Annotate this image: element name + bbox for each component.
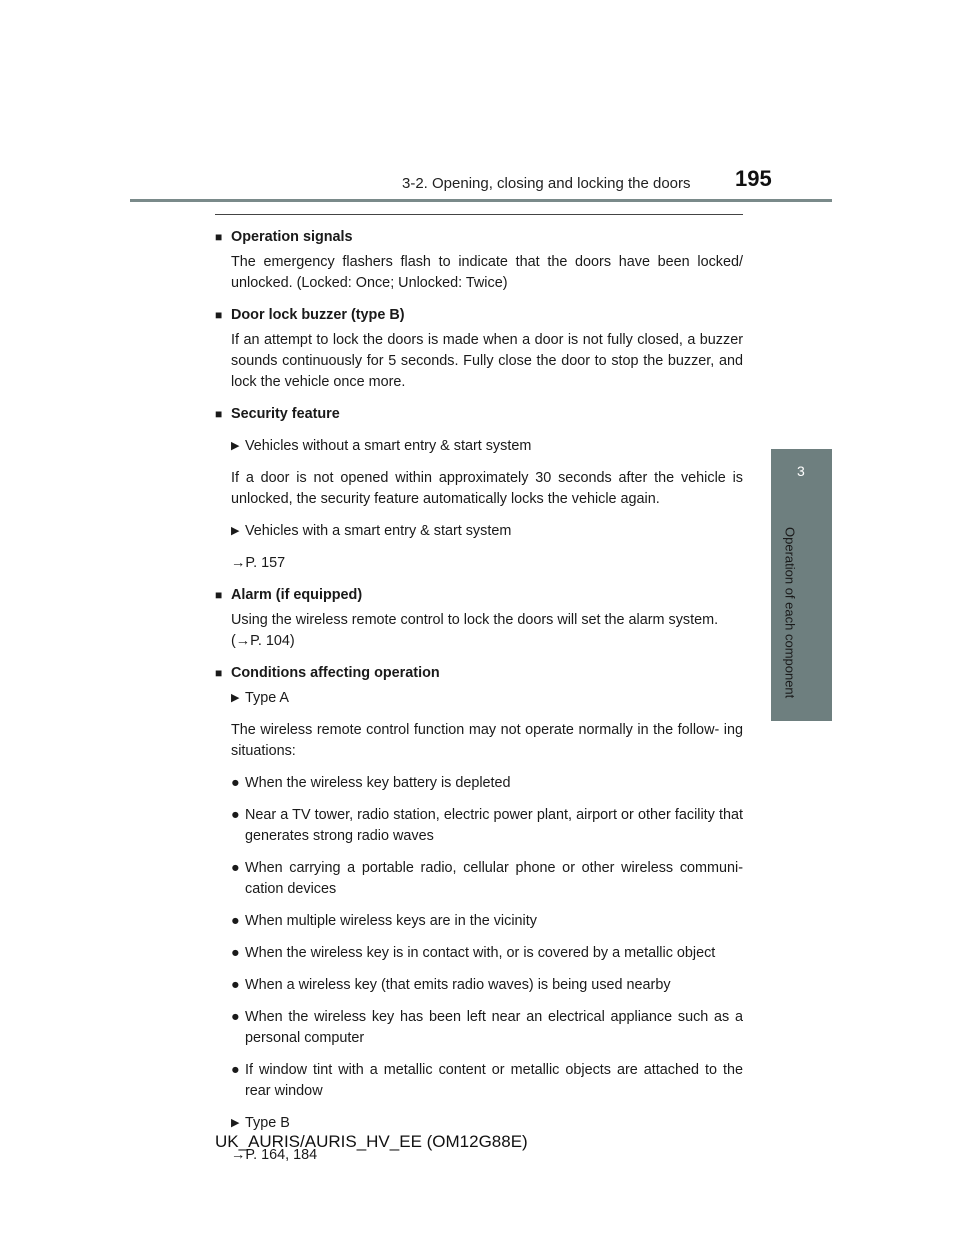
- dot-bullet-icon: ●: [231, 977, 240, 993]
- list-item: [215, 805, 743, 847]
- heading-operation-signals: [215, 227, 743, 248]
- triangle-right-icon: ▶: [231, 692, 240, 704]
- heading-door-lock-buzzer: [215, 305, 743, 326]
- list-item: [215, 911, 743, 932]
- chapter-tab-number: 3: [797, 463, 805, 479]
- list-item-text: When the wireless key battery is depleted: [245, 775, 511, 791]
- heading-text: Door lock buzzer (type B): [231, 307, 405, 323]
- triangle-right-icon: ▶: [231, 525, 240, 537]
- operation-signals-text: The emergency flashers flash to indicate that the doors have been locked/ unlocked. (Locked: Once; Unlocked: Twice): [231, 254, 743, 291]
- dot-bullet-icon: ●: [231, 860, 240, 876]
- list-item-text: When the wireless key has been left near an electrical appliance such as a personal computer: [245, 1009, 743, 1046]
- dot-bullet-icon: ●: [231, 1062, 240, 1078]
- list-item-text: When a wireless key (that emits radio waves) is being used nearby: [245, 977, 671, 993]
- conditions-intro: The wireless remote control function may not operate normally in the follow- ing situations:: [231, 722, 743, 759]
- heading-text: Conditions affecting operation: [231, 665, 440, 681]
- model-code: UK_AURIS/AURIS_HV_EE (OM12G88E): [215, 1132, 528, 1151]
- list-item: [215, 858, 743, 900]
- subheading-type-b: [215, 1113, 743, 1134]
- triangle-right-icon: ▶: [231, 440, 240, 452]
- triangle-right-icon: ▶: [231, 1117, 240, 1129]
- alarm-text: Using the wireless remote control to lock the doors will set the alarm system. (→P. 104): [231, 612, 719, 649]
- subheading-text: Vehicles with a smart entry & start system: [245, 523, 512, 539]
- list-item: [215, 943, 743, 964]
- page-number: 195: [735, 166, 772, 191]
- list-item-text: When the wireless key is in contact with, or is covered by a metallic object: [245, 945, 716, 961]
- heading-conditions: [215, 663, 743, 684]
- page-reference: →P. 157: [231, 555, 286, 571]
- page-content: [215, 216, 743, 1166]
- heading-text: Security feature: [231, 406, 340, 422]
- dot-bullet-icon: ●: [231, 775, 240, 791]
- chapter-tab: [771, 449, 832, 504]
- square-bullet-icon: ■: [215, 666, 223, 680]
- subheading-without-smart-entry: [215, 436, 743, 457]
- dot-bullet-icon: ●: [231, 945, 240, 961]
- heading-text: Operation signals: [231, 229, 353, 245]
- list-item: [215, 975, 743, 996]
- subheading-text: Vehicles without a smart entry & start system: [245, 438, 532, 454]
- chapter-tab-label: Operation of each component: [782, 527, 798, 699]
- list-item-text: Near a TV tower, radio station, electric power plant, airport or other facility that generates strong radio waves: [245, 807, 743, 844]
- subheading-text: Type A: [245, 690, 290, 706]
- door-lock-buzzer-text: If an attempt to lock the doors is made when a door is not fully closed, a buzzer sounds continuously for 5 seconds. Fully close the door to stop the buzzer, and lock the vehicle once more.: [231, 332, 743, 390]
- list-item-text: When carrying a portable radio, cellular phone or other wireless communi- cation devices: [245, 860, 743, 897]
- page-reference: →P. 164, 184: [231, 1147, 318, 1163]
- list-item: [215, 1007, 743, 1049]
- list-item: [215, 773, 743, 794]
- square-bullet-icon: ■: [215, 407, 223, 421]
- security-feature-text: If a door is not opened within approximately 30 seconds after the vehicle is unlocked, the security feature automatically locks the vehicle again.: [231, 470, 743, 507]
- section-title: 3-2. Opening, closing and locking the doors: [402, 175, 691, 192]
- square-bullet-icon: ■: [215, 588, 223, 602]
- list-item-text: If window tint with a metallic content or metallic objects are attached to the rear window: [245, 1062, 743, 1099]
- square-bullet-icon: ■: [215, 230, 223, 244]
- heading-alarm: [215, 585, 743, 606]
- heading-security-feature: [215, 404, 743, 425]
- list-item: [215, 1060, 743, 1102]
- subheading-with-smart-entry: [215, 521, 743, 542]
- subheading-type-a: [215, 688, 743, 709]
- header-rule: [130, 199, 832, 202]
- subheading-text: Type B: [245, 1115, 290, 1131]
- dot-bullet-icon: ●: [231, 807, 240, 823]
- dot-bullet-icon: ●: [231, 913, 240, 929]
- heading-text: Alarm (if equipped): [231, 587, 363, 603]
- content-top-rule: [215, 214, 743, 215]
- dot-bullet-icon: ●: [231, 1009, 240, 1025]
- square-bullet-icon: ■: [215, 308, 223, 322]
- list-item-text: When multiple wireless keys are in the vicinity: [245, 913, 537, 929]
